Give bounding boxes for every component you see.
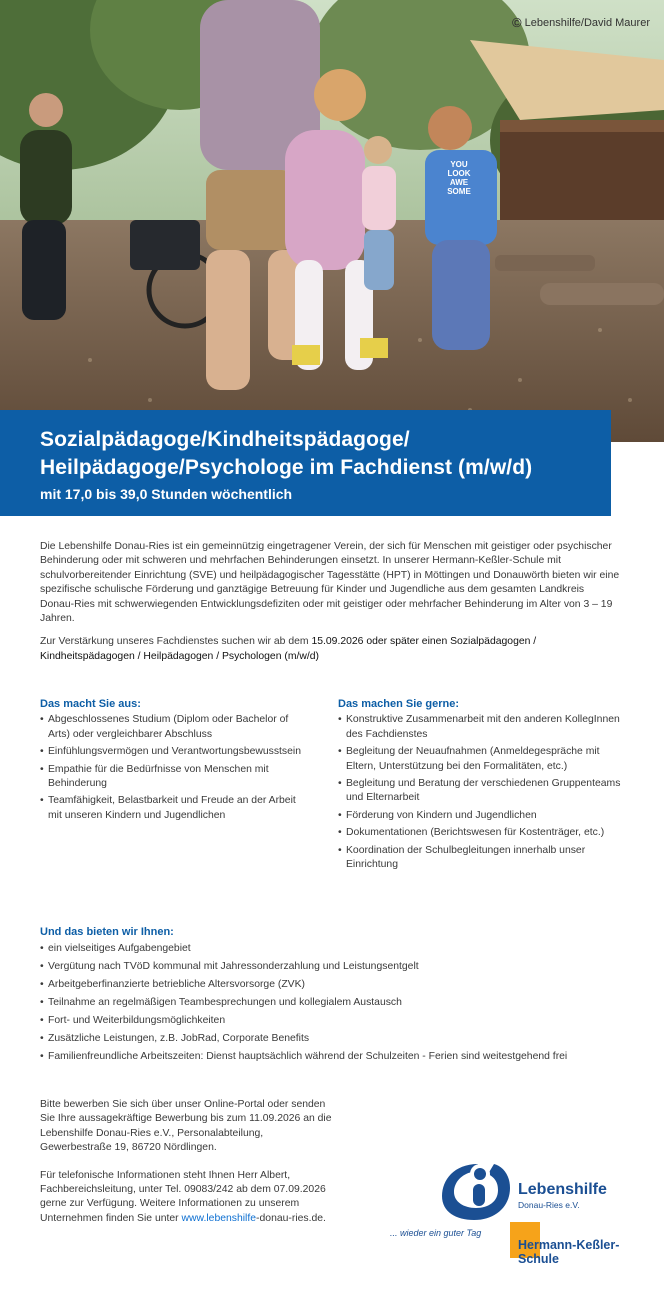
shirt-print-line: LOOK [447,169,471,178]
shirt-print [436,160,482,196]
headline-band [0,410,611,516]
position-highlight: 15.09.2026 oder später einen Sozialpädagogen / Kindheitspädagogen / Heilpädagogen / Psychologen (m/w/d) [40,636,537,662]
list-item: • Arbeitgeberfinanzierte betriebliche Altersvorsorge (ZVK) [40,978,600,992]
school-name: Hermann-Keßler-Schule [518,1238,620,1266]
list-item: • Begleitung der Neuaufnahmen (Anmeldegespräche mit Eltern, Unterstützung bei den Formalitäten, etc.) [338,745,623,774]
list-item: • Zusätzliche Leistungen, z.B. JobRad, Corporate Benefits [40,1032,600,1046]
list-item: • Dokumentationen (Berichtswesen für Kostenträger, etc.) [338,826,623,840]
photo-credit [512,16,650,29]
lebenshilfe-logo [388,1160,648,1270]
photo-credit-text: Lebenshilfe/David Maurer [524,16,650,29]
list-item: • Empathie für die Bedürfnisse von Menschen mit Behinderung [40,763,310,792]
website-link-rest[interactable]: -donau-ries.de. [256,1212,326,1224]
logo-tagline: ... wieder ein guter Tag [390,1228,482,1238]
contact-paragraph [40,1169,332,1227]
header-photo [0,0,664,442]
intro-text [40,540,620,664]
list-item: • Begleitung und Beratung der verschiedenen Gruppenteams und Elternarbeit [338,777,623,806]
tasks-heading: Das machen Sie gerne: [338,698,460,710]
list-item: • ein vielseitiges Aufgabengebiet [40,942,600,956]
list-item: • Familienfreundliche Arbeitszeiten: Dienst hauptsächlich während der Schulzeiten - Ferien sind weitestgehend frei [40,1050,600,1064]
copyright-icon: © [512,15,522,30]
application-paragraph: Bitte bewerben Sie sich über unser Online-Portal oder senden Sie Ihre aussagekräftige Bewerbung bis zum 11.09.2026 an die Lebenshilfe Donau-Ries e.V., Personalabteilung, Gewerbestraße 19, 86720 Nördlingen. [40,1099,332,1154]
tasks-section [338,697,623,875]
shirt-print-line: AWE [449,178,469,187]
logo-name: Lebenshilfe [518,1181,607,1198]
website-link[interactable] [182,1213,326,1224]
playground-scene-illustration [0,0,664,442]
list-item: • Fort- und Weiterbildungsmöglichkeiten [40,1014,600,1028]
shirt-print-line: YOU [450,160,468,169]
position-paragraph [40,635,620,664]
logo-subtitle: Donau-Ries e.V. [518,1200,580,1210]
job-title [40,426,591,482]
profile-section [40,697,310,826]
list-item: • Konstruktive Zusammenarbeit mit den anderen KollegInnen des Fachdienstes [338,713,623,742]
contact-text: Für telefonische Informationen steht Ihnen Herr Albert, Fachbereichsleitung, unter Tel. 09083/242 ab dem 07.09.2026 gerne zur Verfügung. Weitere Informationen zu unserem Unternehmen finden Sie unter [40,1169,326,1224]
list-item: • Abgeschlossenes Studium (Diplom oder Bachelor of Arts) oder vergleichbarer Abschluss [40,713,310,742]
lebenshilfe-emblem-icon [440,1160,516,1222]
list-item: • Einfühlungsvermögen und Verantwortungsbewusstsein [40,745,310,759]
position-prefix: Zur Verstärkung unseres Fachdienstes suchen wir ab dem [40,636,309,648]
list-item: • Teamfähigkeit, Belastbarkeit und Freude an der Arbeit mit unseren Kindern und Jugendlichen [40,794,310,823]
offer-section [40,925,600,1068]
list-item: • Teilnahme an regelmäßigen Teambesprechungen und kollegialem Austausch [40,996,600,1010]
list-item: • Koordination der Schulbegleitungen innerhalb unser Einrichtung [338,844,623,873]
application-section [40,1098,332,1226]
intro-paragraph: Die Lebenshilfe Donau-Ries ist ein gemeinnützig eingetragener Verein, der sich für Menschen mit geistiger oder psychischer Behinderung oder mit schweren und mehrfachen Behinderungen einsetzt. In unserer Hermann-Keßler-Schule mit schulvorbereitender Einrichtung (SVE) und heilpädagogischer Tagesstätte (HPT) in Möttingen und Donauwörth bieten wir eine spezifische schulische Förderung und ganztägige Betreuung für Kinder und Jugendliche aus dem gesamten Landkreis Donau-Ries mit schwerwiegenden Entwicklungsdefiziten oder mit geistiger oder mehrfacher Behinderung im Alter von 3 – 19 Jahren. [40,541,620,625]
job-hours: mit 17,0 bis 39,0 Stunden wöchentlich [40,486,293,502]
offer-list [40,942,600,1064]
list-item: • Vergütung nach TVöD kommunal mit Jahressonderzahlung und Leistungsentgelt [40,960,600,974]
website-link-main[interactable]: www.lebenshilfe [181,1212,257,1224]
list-item: • Förderung von Kindern und Jugendlichen [338,809,623,823]
offer-heading: Und das bieten wir Ihnen: [40,926,174,938]
job-title-line-2: Heilpädagoge/Psychologe im Fachdienst (m/w/d) [40,456,533,479]
profile-list [40,713,310,823]
job-title-line-1: Sozialpädagoge/Kindheitspädagoge/ [40,428,410,451]
tasks-list [338,713,623,872]
shirt-print-line: SOME [447,187,471,196]
profile-heading: Das macht Sie aus: [40,698,141,710]
